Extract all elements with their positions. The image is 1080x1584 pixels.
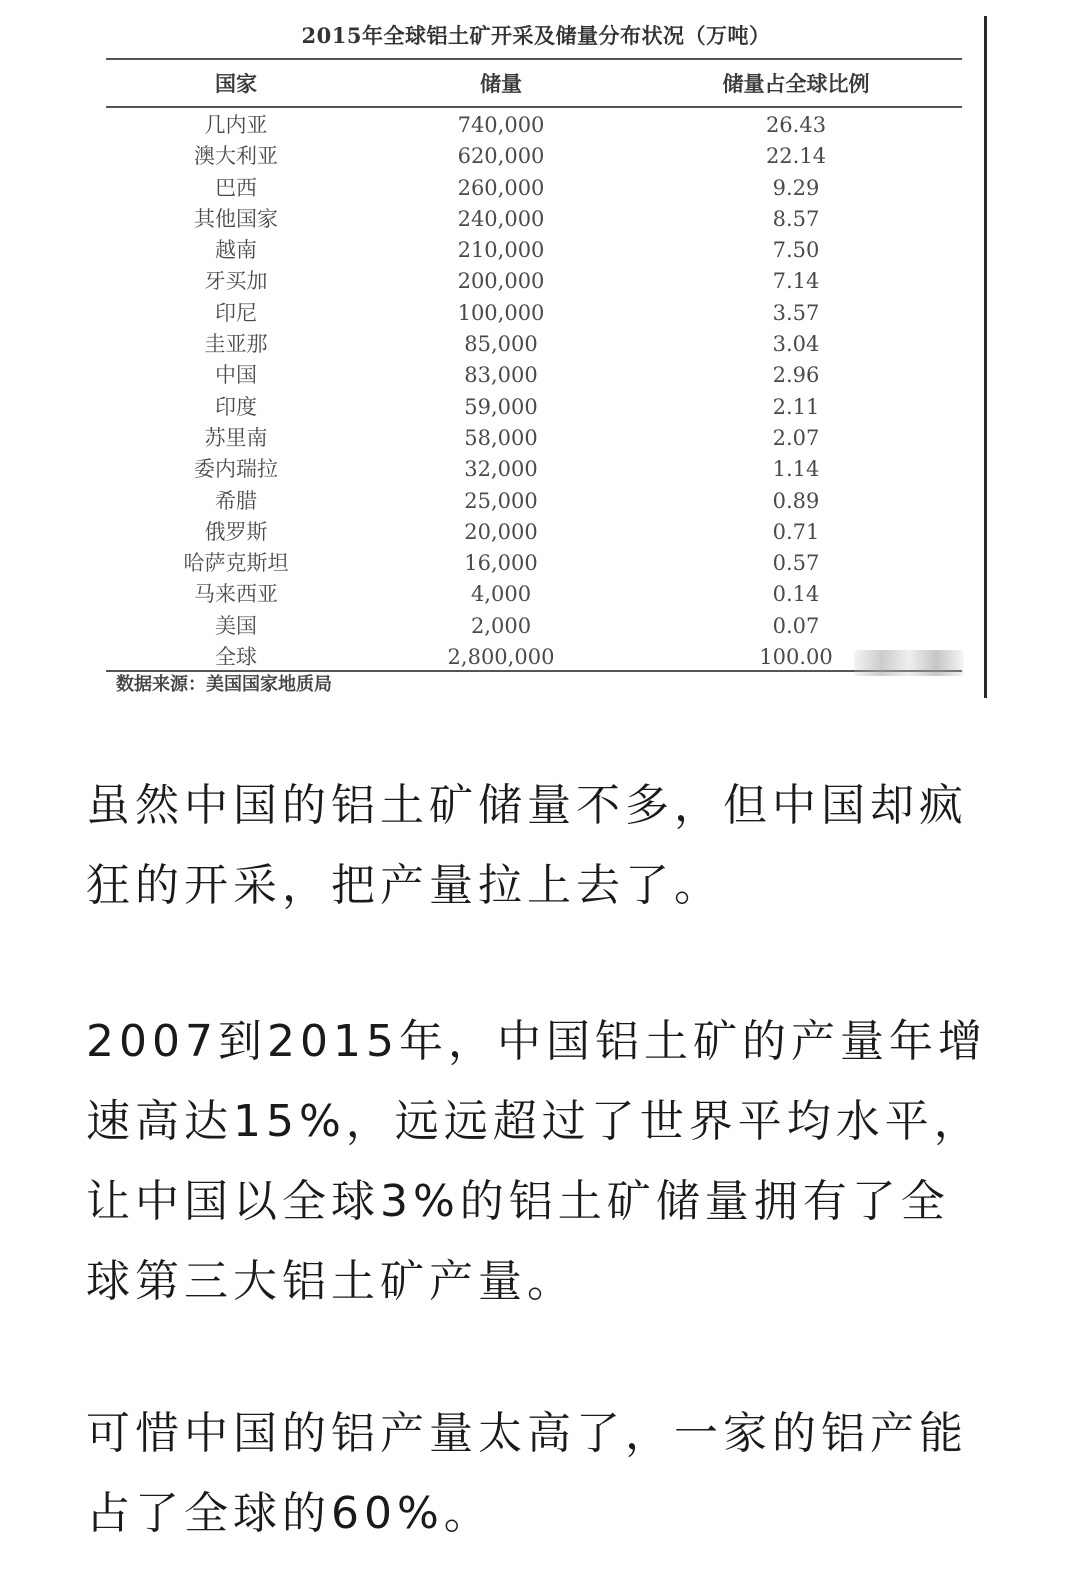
cell-share: 100.00 [759, 645, 833, 670]
blurred-watermark [854, 650, 964, 676]
table-row [106, 548, 962, 579]
table-row [106, 329, 962, 360]
cell-share: 0.07 [772, 613, 820, 638]
cell-country: 中国 [215, 363, 257, 388]
cell-share: 8.57 [772, 206, 820, 231]
cell-reserves: 16,000 [464, 551, 538, 576]
cell-share: 0.57 [772, 551, 820, 576]
cell-country: 越南 [215, 238, 257, 263]
cell-share: 7.14 [772, 269, 820, 294]
table-row [106, 611, 962, 642]
table-row [106, 266, 962, 297]
cell-country: 全球 [215, 645, 257, 670]
table-body [106, 110, 962, 673]
table-header-rule [106, 106, 962, 108]
cell-country: 哈萨克斯坦 [183, 551, 289, 576]
table-title: 2015年全球铝土矿开采及储量分布状况（万吨） [301, 23, 771, 48]
cell-share: 2.11 [772, 394, 820, 419]
table-top-rule [106, 58, 962, 60]
cell-share: 3.57 [772, 300, 820, 325]
cell-share: 0.89 [772, 488, 820, 513]
image-right-border [984, 16, 987, 698]
cell-country: 几内亚 [204, 113, 268, 137]
cell-reserves: 200,000 [457, 269, 545, 294]
table-row [106, 454, 962, 485]
cell-reserves: 2,800,000 [447, 645, 555, 670]
header-country: 国家 [215, 71, 257, 96]
table-row [106, 423, 962, 454]
article-paragraph-1: 虽然中国的铝土矿储量不多，但中国却疯狂的开采，把产量拉上去了。 [86, 780, 968, 911]
cell-reserves: 210,000 [457, 238, 545, 263]
table-row [106, 298, 962, 329]
cell-reserves: 620,000 [457, 144, 545, 169]
article-paragraph-2: 2007到2015年，中国铝土矿的产量年增速高达15%，远远超过了世界平均水平，让中国以全球3%的铝土矿储量拥有了全球第三大铝土矿产量。 [86, 1016, 987, 1307]
table-row [106, 204, 962, 235]
cell-country: 苏里南 [204, 425, 268, 450]
cell-country: 圭亚那 [204, 332, 268, 357]
cell-share: 1.14 [772, 457, 820, 482]
cell-country: 俄罗斯 [204, 519, 268, 544]
cell-reserves: 58,000 [464, 425, 538, 450]
table-row [106, 360, 962, 391]
table-row [106, 235, 962, 266]
cell-reserves: 59,000 [464, 394, 538, 419]
table-row [106, 173, 962, 204]
cell-reserves: 100,000 [457, 300, 545, 325]
cell-country: 其他国家 [194, 206, 278, 231]
article-paragraph-3: 可惜中国的铝产量太高了，一家的铝产能占了全球的60%。 [86, 1408, 968, 1539]
cell-reserves: 32,000 [464, 457, 538, 482]
cell-country: 澳大利亚 [194, 144, 278, 169]
cell-country: 美国 [215, 613, 257, 638]
cell-reserves: 2,000 [470, 613, 532, 638]
cell-country: 马来西亚 [194, 582, 278, 607]
table-header-row [106, 68, 962, 102]
table-row [106, 517, 962, 548]
cell-reserves: 25,000 [464, 488, 538, 513]
cell-share: 0.71 [772, 519, 820, 544]
cell-country: 巴西 [215, 175, 257, 200]
bauxite-table-image [96, 10, 986, 698]
cell-country: 牙买加 [204, 269, 268, 294]
cell-reserves: 4,000 [470, 582, 532, 607]
cell-reserves: 240,000 [457, 206, 545, 231]
cell-reserves: 85,000 [464, 332, 538, 357]
cell-share: 22.14 [765, 144, 827, 169]
cell-share: 7.50 [772, 238, 820, 263]
cell-country: 希腊 [215, 488, 257, 513]
cell-share: 26.43 [765, 113, 827, 137]
cell-reserves: 740,000 [457, 113, 545, 137]
cell-share: 3.04 [772, 332, 820, 357]
cell-share: 0.14 [772, 582, 820, 607]
table-row [106, 579, 962, 610]
cell-country: 委内瑞拉 [194, 457, 278, 482]
table-row [106, 110, 962, 141]
cell-reserves: 20,000 [464, 519, 538, 544]
table-source-note: 数据来源：美国国家地质局 [116, 674, 332, 695]
cell-share: 2.07 [772, 425, 820, 450]
table-row [106, 642, 962, 673]
table-row [106, 392, 962, 423]
cell-country: 印度 [215, 394, 257, 419]
header-share: 储量占全球比例 [722, 71, 870, 96]
cell-reserves: 83,000 [464, 363, 538, 388]
table-row [106, 141, 962, 172]
cell-share: 9.29 [772, 175, 820, 200]
cell-share: 2.96 [772, 363, 820, 388]
header-reserves: 储量 [480, 71, 522, 96]
cell-country: 印尼 [215, 300, 257, 325]
cell-reserves: 260,000 [457, 175, 545, 200]
table-row [106, 486, 962, 517]
